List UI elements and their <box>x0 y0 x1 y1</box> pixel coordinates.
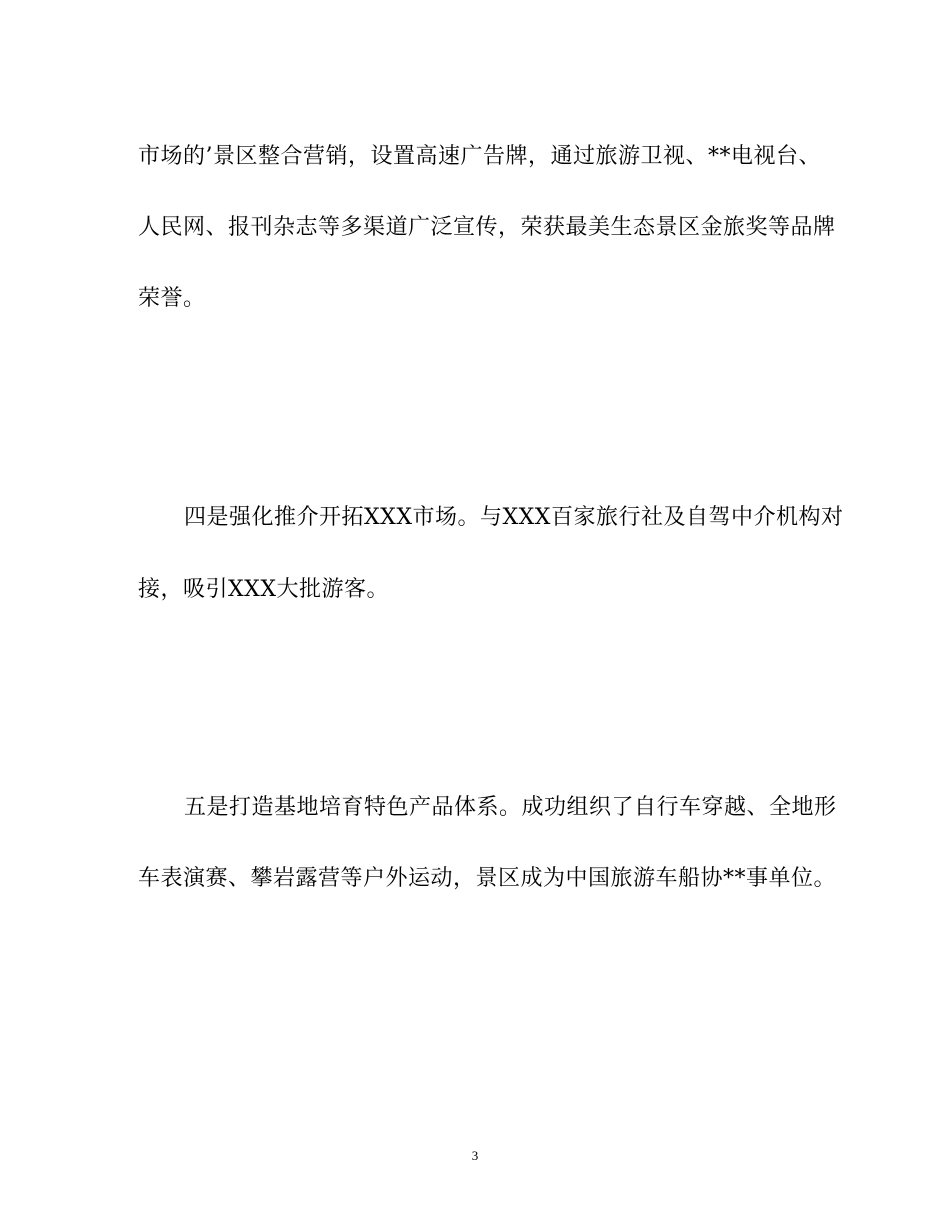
paragraph-2-line-1: 四是强化推介开拓XXX市场。与XXX百家旅行社及自驾中介机构对 <box>184 505 844 530</box>
paragraph-2-line-2: 接，吸引XXX大批游客。 <box>138 577 389 602</box>
paragraph-3-line-2: 车表演赛、攀岩露营等户外运动，景区成为中国旅游车船协**事单位。 <box>138 866 837 891</box>
paragraph-1-line-2: 人民网、报刊杂志等多渠道广泛宣传，荣获最美生态景区金旅奖等品牌 <box>138 215 836 240</box>
paragraph-1-line-3: 荣誉。 <box>138 286 206 311</box>
page-number: 3 <box>471 1148 479 1163</box>
paragraph-1-line-1: 市场的’景区整合营销，设置高速广告牌，通过旅游卫视、**电视台、 <box>138 144 821 169</box>
paragraph-3-line-1: 五是打造基地培育特色产品体系。成功组织了自行车穿越、全地形 <box>184 795 837 820</box>
